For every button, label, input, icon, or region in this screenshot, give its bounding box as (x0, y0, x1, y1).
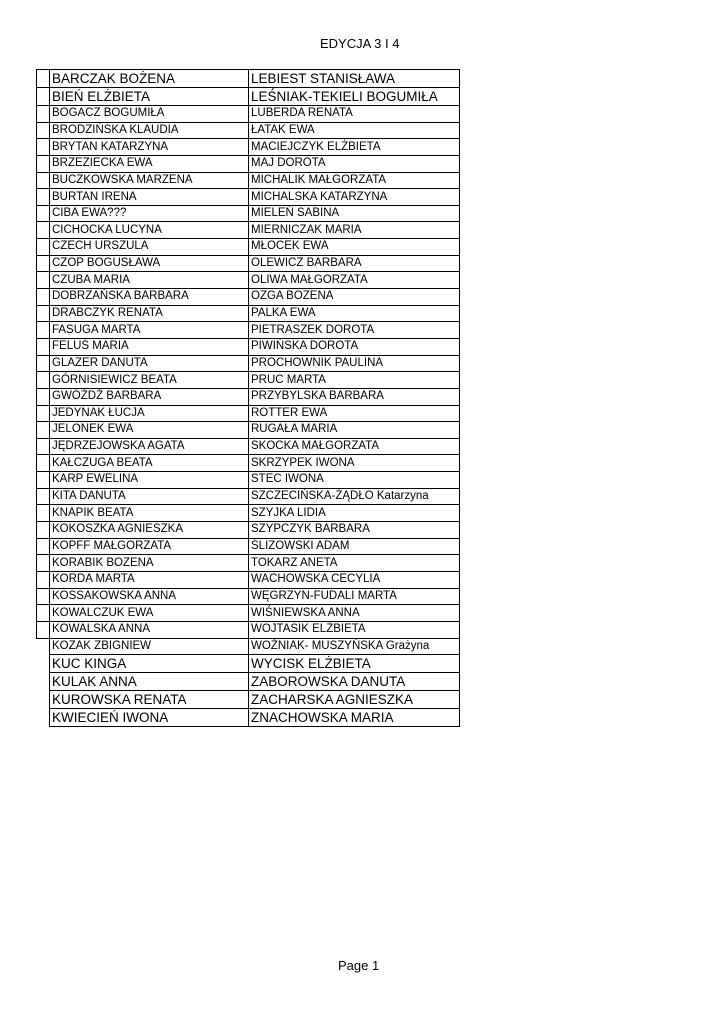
row-marker-cell (37, 673, 50, 691)
right-name-cell: OZGA BOZENA (249, 289, 460, 306)
row-marker-cell (37, 355, 50, 372)
table-row (37, 488, 460, 505)
right-name-cell: OLEWICZ BARBARA (249, 255, 460, 272)
left-name-cell: JELONEK EWA (50, 422, 249, 439)
right-name-cell: STEC IWONA (249, 472, 460, 489)
table-row (37, 355, 460, 372)
document-title: EDYCJA 3 I 4 (320, 36, 400, 51)
table-row (37, 405, 460, 422)
right-name-cell: SZYJKA LIDIA (249, 505, 460, 522)
right-name-cell: WIŚNIEWSKA ANNA (249, 605, 460, 622)
row-marker-cell (37, 638, 50, 655)
right-name-cell: ZABOROWSKA DANUTA (249, 673, 460, 691)
table-row (37, 522, 460, 539)
left-name-cell: CZUBA MARIA (50, 272, 249, 289)
table-row (37, 338, 460, 355)
row-marker-cell (37, 239, 50, 256)
row-marker-cell (37, 438, 50, 455)
table-row (37, 472, 460, 489)
right-name-cell: SKOCKA MAŁGORZATA (249, 438, 460, 455)
row-marker-cell (37, 538, 50, 555)
table-row (37, 621, 460, 638)
row-marker-cell (37, 88, 50, 106)
right-name-cell: PALKA EWA (249, 305, 460, 322)
left-name-cell: KARP EWELINA (50, 472, 249, 489)
right-name-cell: MIELEŃ SABINA (249, 205, 460, 222)
right-name-cell: WOŹNIAK- MUSZYŃSKA Grażyna (249, 638, 460, 655)
row-marker-cell (37, 255, 50, 272)
table-row (37, 239, 460, 256)
left-name-cell: BOGACZ BOGUMIŁA (50, 106, 249, 123)
right-name-cell: WĘGRZYN-FUDALI MARTA (249, 588, 460, 605)
row-marker-cell (37, 289, 50, 306)
left-name-cell: BRZEZIECKA EWA (50, 155, 249, 172)
table-row (37, 571, 460, 588)
left-name-cell: KOKOSZKA AGNIESZKA (50, 522, 249, 539)
row-marker-cell (37, 305, 50, 322)
left-name-cell: DRABCZYK RENATA (50, 305, 249, 322)
left-name-cell: GLAZER DANUTA (50, 355, 249, 372)
right-name-cell: MACIEJCZYK ELŻBIETA (249, 139, 460, 156)
left-name-cell: KOWALCZUK EWA (50, 605, 249, 622)
left-name-cell: GÓRNISIEWICZ BEATA (50, 372, 249, 389)
table-row (37, 88, 460, 106)
left-name-cell: KORABIK BOZENA (50, 555, 249, 572)
right-name-cell: MŁOCEK EWA (249, 239, 460, 256)
table-row (37, 438, 460, 455)
left-name-cell: GWÓŹDŹ BARBARA (50, 388, 249, 405)
table-row (37, 122, 460, 139)
left-name-cell: KUC KINGA (50, 655, 249, 673)
table-row (37, 555, 460, 572)
table-row (37, 588, 460, 605)
row-marker-cell (37, 655, 50, 673)
left-name-cell: FASUGA MARTA (50, 322, 249, 339)
table-row (37, 106, 460, 123)
table-row (37, 538, 460, 555)
right-name-cell: MIERNICZAK MARIA (249, 222, 460, 239)
right-name-cell: TOKARZ ANETA (249, 555, 460, 572)
left-name-cell: KULAK ANNA (50, 673, 249, 691)
left-name-cell: BRODZIŃSKA KLAUDIA (50, 122, 249, 139)
row-marker-cell (37, 571, 50, 588)
row-marker-cell (37, 522, 50, 539)
right-name-cell: LUBERDA RENATA (249, 106, 460, 123)
right-name-cell: SZYPCZYK BARBARA (249, 522, 460, 539)
right-name-cell: WACHOWSKA CECYLIA (249, 571, 460, 588)
table-row (37, 388, 460, 405)
right-name-cell: ZNACHOWSKA MARIA (249, 709, 460, 727)
right-name-cell: MICHALSKA KATARZYNA (249, 189, 460, 206)
row-marker-cell (37, 172, 50, 189)
right-name-cell: ROTTER EWA (249, 405, 460, 422)
left-name-cell: KOZAK ZBIGNIEW (50, 638, 249, 655)
right-name-cell: SKRZYPEK IWONA (249, 455, 460, 472)
right-name-cell: PROCHOWNIK PAULINA (249, 355, 460, 372)
left-name-cell: KOWALSKA ANNA (50, 621, 249, 638)
page-number: Page 1 (338, 958, 380, 973)
left-name-cell: JEDYNAK ŁUCJA (50, 405, 249, 422)
right-name-cell: RUGAŁA MARIA (249, 422, 460, 439)
row-marker-cell (37, 189, 50, 206)
table-row (37, 455, 460, 472)
left-name-cell: KORDA MARTA (50, 571, 249, 588)
left-name-cell: CZOP BOGUSŁAWA (50, 255, 249, 272)
table-row (37, 422, 460, 439)
right-name-cell: WOJTASIK ELŻBIETA (249, 621, 460, 638)
right-name-cell: SZCZECIŃSKA-ŻĄDŁO Katarzyna (249, 488, 460, 505)
right-name-cell: ZACHARSKA AGNIESZKA (249, 691, 460, 709)
table-row (37, 709, 460, 727)
right-name-cell: PIETRASZEK DOROTA (249, 322, 460, 339)
table-row (37, 655, 460, 673)
row-marker-cell (37, 555, 50, 572)
row-marker-cell (37, 505, 50, 522)
row-marker-cell (37, 455, 50, 472)
left-name-cell: KOSSAKOWSKA ANNA (50, 588, 249, 605)
left-name-cell: JĘDRZEJOWSKA AGATA (50, 438, 249, 455)
row-marker-cell (37, 605, 50, 622)
table-row (37, 305, 460, 322)
right-name-cell: PRUC MARTA (249, 372, 460, 389)
left-name-cell: BURTAN IRENA (50, 189, 249, 206)
right-name-cell: MAJ DOROTA (249, 155, 460, 172)
row-marker-cell (37, 588, 50, 605)
table-row (37, 205, 460, 222)
row-marker-cell (37, 472, 50, 489)
row-marker-cell (37, 405, 50, 422)
table-row (37, 272, 460, 289)
right-name-cell: ŚLIZOWSKI ADAM (249, 538, 460, 555)
row-marker-cell (37, 372, 50, 389)
left-name-cell: DOBRZAŃSKA BARBARA (50, 289, 249, 306)
table-row (37, 289, 460, 306)
table-row (37, 605, 460, 622)
right-name-cell: LEŚNIAK-TEKIELI BOGUMIŁA (249, 88, 460, 106)
left-name-cell: KAŁCZUGA BEATA (50, 455, 249, 472)
left-name-cell: KUROWSKA RENATA (50, 691, 249, 709)
table-row (37, 255, 460, 272)
left-name-cell: BIEŃ ELŻBIETA (50, 88, 249, 106)
row-marker-cell (37, 422, 50, 439)
table-row (37, 139, 460, 156)
left-name-cell: CICHOCKA LUCYNA (50, 222, 249, 239)
row-marker-cell (37, 205, 50, 222)
left-name-cell: BARCZAK BOŻENA (50, 70, 249, 88)
left-name-cell: FELUŚ MARIA (50, 338, 249, 355)
row-marker-cell (37, 338, 50, 355)
right-name-cell: MICHALIK MAŁGORZATA (249, 172, 460, 189)
left-name-cell: CIBA EWA??? (50, 205, 249, 222)
row-marker-cell (37, 122, 50, 139)
table-row (37, 691, 460, 709)
table-row (37, 673, 460, 691)
left-name-cell: KITA DANUTA (50, 488, 249, 505)
left-name-cell: KNAPIK BEATA (50, 505, 249, 522)
table-row (37, 638, 460, 655)
left-name-cell: BUCZKOWSKA MARZENA (50, 172, 249, 189)
row-marker-cell (37, 322, 50, 339)
table-row (37, 189, 460, 206)
row-marker-cell (37, 691, 50, 709)
right-name-cell: PIWIŃSKA DOROTA (249, 338, 460, 355)
row-marker-cell (37, 106, 50, 123)
row-marker-cell (37, 155, 50, 172)
table-row (37, 322, 460, 339)
right-name-cell: PRZYBYLSKA BARBARA (249, 388, 460, 405)
left-name-cell: CZECH URSZULA (50, 239, 249, 256)
row-marker-cell (37, 709, 50, 727)
right-name-cell: OLIWA MAŁGORZATA (249, 272, 460, 289)
right-name-cell: LEBIEST STANISŁAWA (249, 70, 460, 88)
left-name-cell: KWIECIEŃ IWONA (50, 709, 249, 727)
table-row (37, 70, 460, 88)
table-row (37, 505, 460, 522)
row-marker-cell (37, 222, 50, 239)
row-marker-cell (37, 388, 50, 405)
row-marker-cell (37, 70, 50, 88)
table-row (37, 172, 460, 189)
table-row (37, 155, 460, 172)
participant-table (36, 69, 460, 727)
right-name-cell: WYCISK ELŻBIETA (249, 655, 460, 673)
row-marker-cell (37, 488, 50, 505)
right-name-cell: ŁATAK EWA (249, 122, 460, 139)
left-name-cell: KOPFF MAŁGORZATA (50, 538, 249, 555)
row-marker-cell (37, 272, 50, 289)
row-marker-cell (37, 621, 50, 638)
table-row (37, 222, 460, 239)
row-marker-cell (37, 139, 50, 156)
left-name-cell: BRYTAN KATARZYNA (50, 139, 249, 156)
table-row (37, 372, 460, 389)
